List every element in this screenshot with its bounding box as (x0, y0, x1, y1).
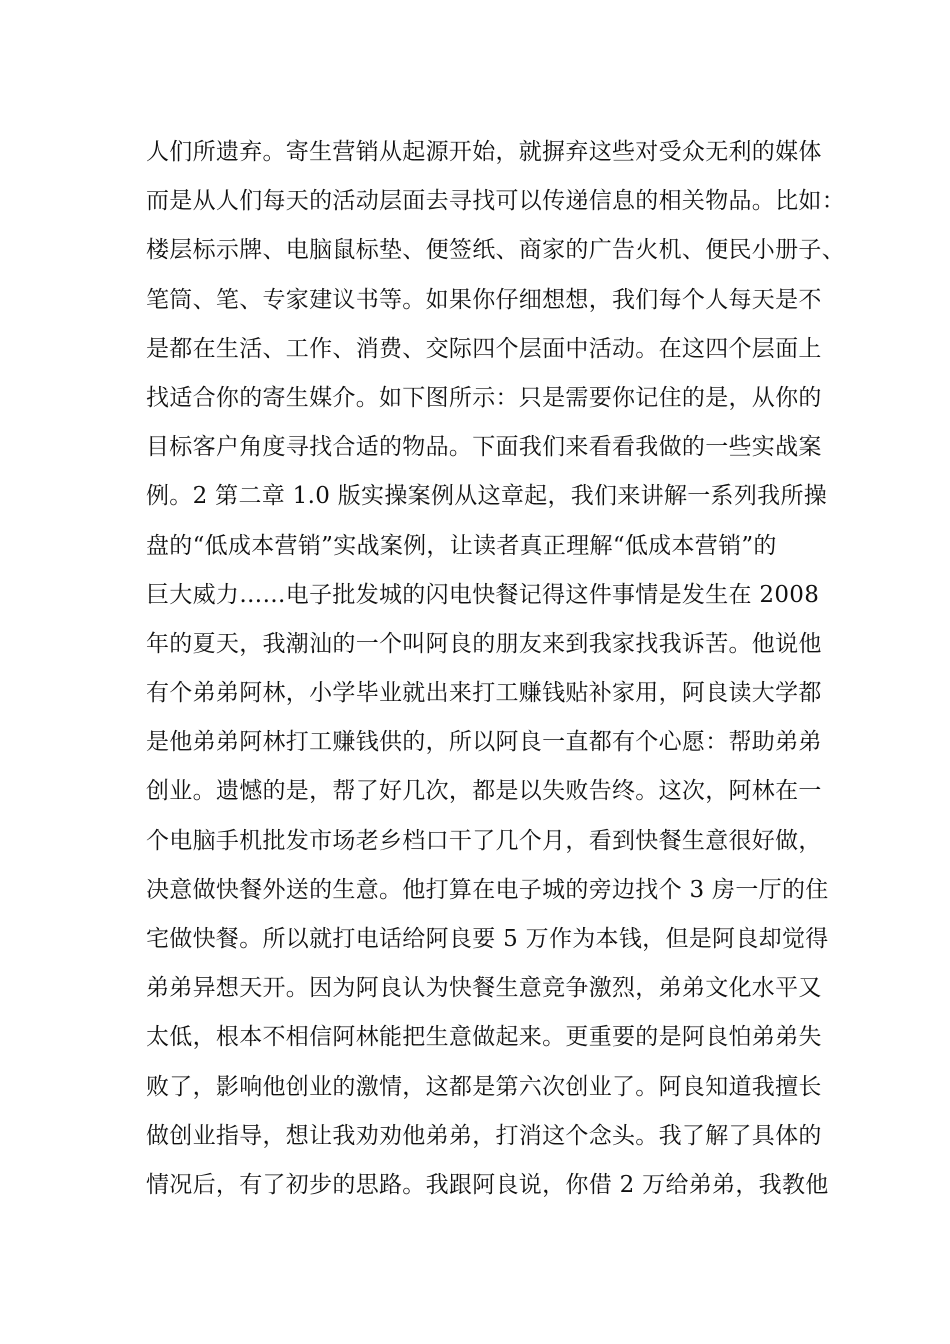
text-line: 败了，影响他创业的激情，这都是第六次创业了。阿良知道我擅长 (146, 1073, 822, 1100)
text-line: 宅做快餐。所以就打电话给阿良要 5 万作为本钱，但是阿良却觉得 (146, 926, 829, 952)
text-line: 年的夏天，我潮汕的一个叫阿良的朋友来到我家找我诉苦。他说他 (146, 630, 822, 657)
text-line: 盘的“低成本营销”实战案例，让读者真正理解“低成本营销”的 (146, 532, 777, 559)
text-line: 笔筒、笔、专家建议书等。如果你仔细想想，我们每个人每天是不 (146, 286, 822, 313)
text-line: 决意做快餐外送的生意。他打算在电子城的旁边找个 3 房一厅的住 (146, 876, 829, 903)
text-line: 找适合你的寄生媒介。如下图所示：只是需要你记住的是，从你的 (146, 384, 822, 411)
text-line: 人们所遗弃。寄生营销从起源开始，就摒弃这些对受众无利的媒体 (146, 139, 822, 165)
text-line: 楼层标示牌、电脑鼠标垫、便签纸、商家的广告火机、便民小册子、 (146, 237, 845, 264)
text-line: 巨大威力……电子批发城的闪电快餐记得这件事情是发生在 2008 (146, 581, 820, 608)
text-line: 有个弟弟阿林，小学毕业就出来打工赚钱贴补家用，阿良读大学都 (146, 680, 822, 707)
text-line: 创业。遗憾的是，帮了好几次，都是以失败告终。这次，阿林在一 (146, 778, 822, 805)
text-line: 做创业指导，想让我劝劝他弟弟，打消这个念头。我了解了具体的 (146, 1122, 822, 1149)
text-line: 弟弟异想天开。因为阿良认为快餐生意竞争激烈，弟弟文化水平又 (146, 975, 822, 1002)
text-line: 例。2 第二章 1.0 版实操案例从这章起，我们来讲解一系列我所操 (146, 483, 828, 510)
text-line: 目标客户角度寻找合适的物品。下面我们来看看我做的一些实战案 (146, 434, 822, 461)
text-line: 个电脑手机批发市场老乡档口干了几个月，看到快餐生意很好做， (146, 827, 822, 854)
text-line: 是他弟弟阿林打工赚钱供的，所以阿良一直都有个心愿：帮助弟弟 (146, 729, 822, 756)
text-line: 太低，根本不相信阿林能把生意做起来。更重要的是阿良怕弟弟失 (146, 1024, 822, 1051)
text-line: 而是从人们每天的活动层面去寻找可以传递信息的相关物品。比如： (146, 188, 845, 215)
text-line: 是都在生活、工作、消费、交际四个层面中活动。在这四个层面上 (146, 335, 822, 362)
body-text (146, 128, 846, 1210)
text-line: 情况后，有了初步的思路。我跟阿良说，你借 2 万给弟弟，我教他 (146, 1171, 829, 1198)
